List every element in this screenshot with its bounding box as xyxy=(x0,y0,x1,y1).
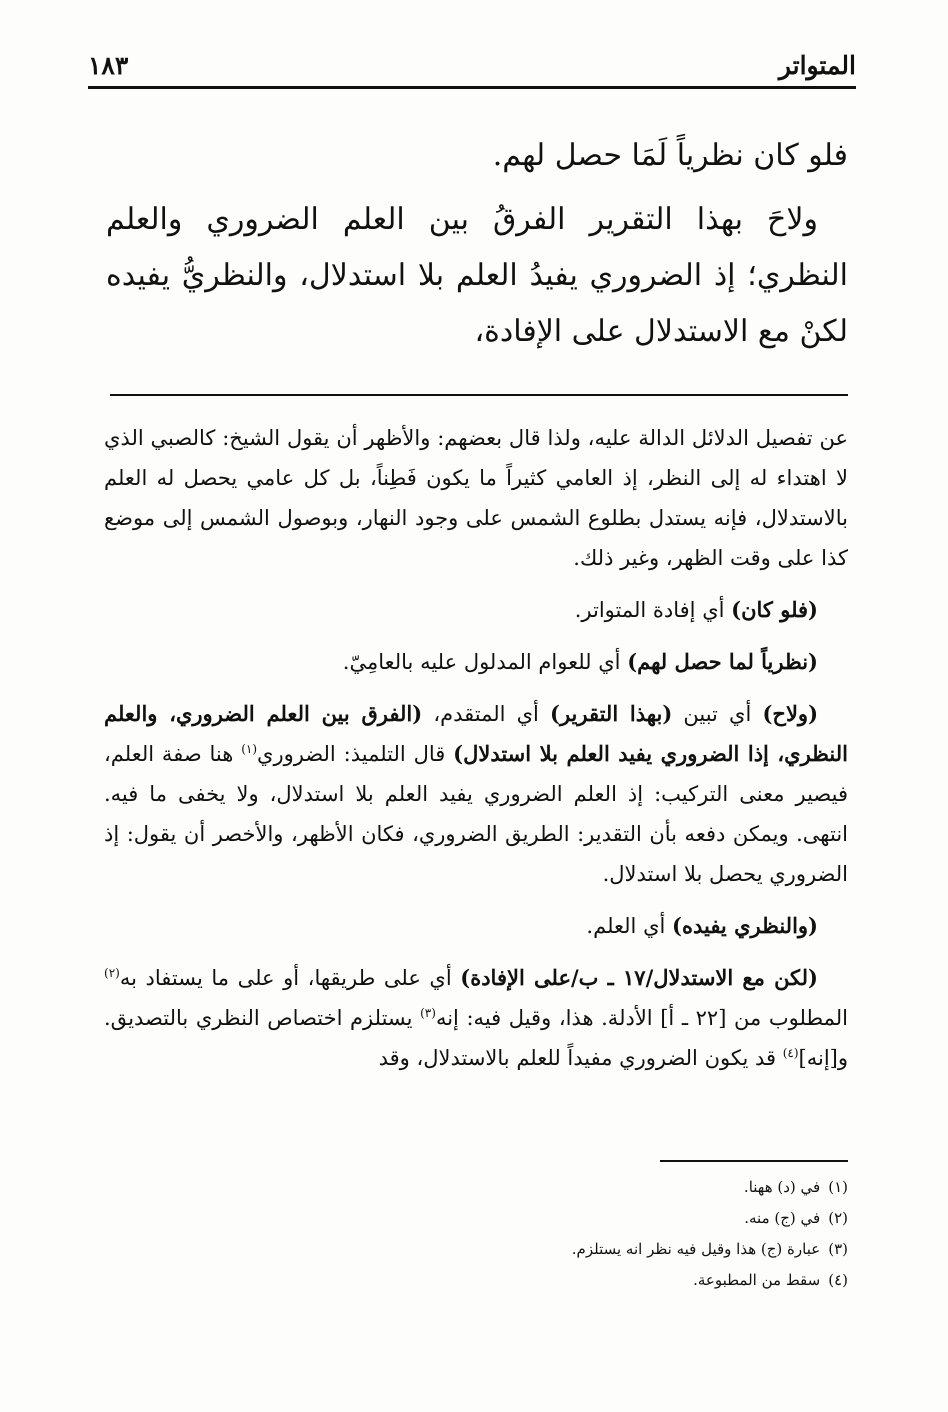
commentary-text: أي للعوام المدلول عليه بالعامِيّ. xyxy=(342,650,628,674)
main-line-1: فلو كان نظرياً لَمَا حصل لهم. xyxy=(492,138,848,173)
footnote-ref: (١) xyxy=(241,742,258,756)
main-paragraph-2: ولاحَ بهذا التقرير الفرقُ بين العلم الضروري والعلم النظري؛ إذ الضروري يفيدُ العلم بلا استدلال، والنظريُّ يفيده لكنْ مع الاستدلال على الإفادة، xyxy=(106,202,848,349)
footnote-text: في (د) ههنا. xyxy=(743,1178,821,1196)
commentary-text: أي العلم. xyxy=(586,914,673,938)
commentary-paragraph xyxy=(104,590,848,630)
quoted-matn: (لكن مع الاستدلال/١٧ ـ ب/على الإفادة) xyxy=(460,965,818,990)
footnote-number: (٣) xyxy=(828,1240,848,1258)
commentary-paragraph xyxy=(104,642,848,682)
commentary-paragraph xyxy=(104,958,848,1078)
footnote-number: (٢) xyxy=(828,1209,848,1227)
commentary-text: قد يكون الضروري مفيداً للعلم بالاستدلال، وقد xyxy=(378,1046,783,1070)
main-text xyxy=(106,128,848,368)
commentary-paragraph xyxy=(104,694,848,894)
quoted-matn: (والنظري يفيده) xyxy=(672,913,818,938)
footnote xyxy=(300,1203,848,1234)
quoted-matn: (الفرق بين العلم الضروري، والعلم النظري، إذا الضروري يفيد العلم بلا استدلال) xyxy=(104,701,848,766)
commentary-text: أي إفادة المتواتر. xyxy=(574,598,732,622)
commentary-text: أي المتقدم، xyxy=(422,702,551,726)
quoted-matn: (نظرياً لما حصل لهم) xyxy=(627,649,818,674)
commentary-text: أي تبين xyxy=(672,702,763,726)
quoted-matn: (ولاح) xyxy=(762,701,818,726)
footnote-text: سقط من المطبوعة. xyxy=(693,1271,821,1289)
quoted-matn: (فلو كان) xyxy=(731,597,818,622)
commentary-paragraph: عن تفصيل الدلائل الدالة عليه، ولذا قال بعضهم: والأظهر أن يقول الشيخ: كالصبي الذي لا اهتداء له إلى النظر، إذ العامي كثيراً ما يكون فَطِناً، بل كل عامي يحصل له العلم بالاستدلال، فإنه يستدل بطلوع الشمس على وجود النهار، وبوصول الشمس إلى موضع كذا على وقت الظهر، وغير ذلك. xyxy=(104,426,848,570)
footnote xyxy=(300,1172,848,1203)
footnote-text: عبارة (ج) هذا وقيل فيه نظر انه يستلزم. xyxy=(571,1240,821,1258)
commentary-text: هنا صفة العلم، فيصير معنى التركيب: إذ العلم الضروري يفيد العلم بلا استدلال، ولا يخفى ما فيه. انتهى. ويمكن دفعه بأن التقدير: الطريق الضروري، فكان الأظهر، والأخصر أن يقول: إذ الضروري يحصل بلا استدلال. xyxy=(104,742,848,886)
page-number: ١٨٣ xyxy=(88,51,129,80)
footnote-text: في (ج) منه. xyxy=(744,1209,821,1227)
footnote-number: (١) xyxy=(828,1178,848,1196)
commentary-paragraph xyxy=(104,906,848,946)
footnote-ref: (٤) xyxy=(782,1046,799,1060)
footnote xyxy=(300,1265,848,1296)
footnote xyxy=(300,1234,848,1265)
footnote-ref: (٣) xyxy=(420,1006,436,1020)
footnote-ref: (٢) xyxy=(104,966,120,980)
footnotes xyxy=(300,1172,848,1296)
text-commentary-divider xyxy=(110,394,848,396)
commentary-text: المطلوب من [٢٢ ـ أ] الأدلة. هذا، وقيل فيه: إنه xyxy=(435,1006,849,1030)
commentary-text: أي على طريقها، أو على ما يستفاد به xyxy=(119,966,461,990)
running-title: المتواتر xyxy=(778,51,856,80)
commentary-text: قال التلميذ: الضروري xyxy=(257,742,454,766)
page-header xyxy=(88,46,856,89)
footnote-number: (٤) xyxy=(828,1271,848,1289)
footnote-divider xyxy=(660,1160,848,1162)
quoted-matn: (بهذا التقرير) xyxy=(550,701,673,726)
commentary-text: يستلزم اختصاص النظري بالتصديق. و[إنه] xyxy=(104,1006,848,1070)
commentary xyxy=(104,418,848,1090)
